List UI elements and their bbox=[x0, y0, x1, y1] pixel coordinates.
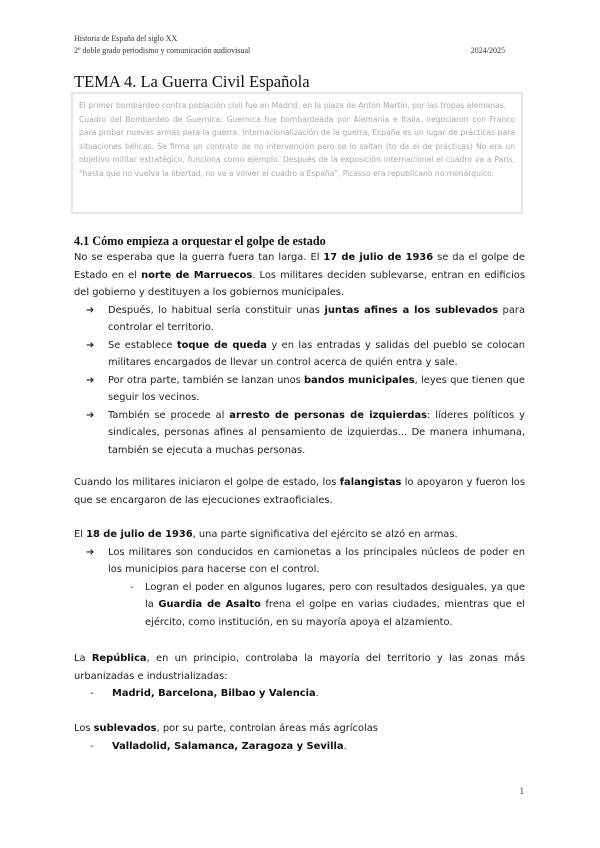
july18-block bbox=[74, 526, 525, 631]
list-item: ➔ Después, lo habitual sería constituir unas juntas afines a los sublevados para controlar el territorio. bbox=[74, 302, 525, 337]
dash-list bbox=[74, 685, 525, 703]
list-item: ➔ Por otra parte, también se lanzan unos bandos municipales, leyes que tienen que seguir los vecinos. bbox=[74, 372, 525, 407]
arrow-icon: ➔ bbox=[86, 374, 95, 386]
arrow-icon: ➔ bbox=[86, 546, 95, 558]
page-title: TEMA 4. La Guerra Civil Española bbox=[74, 72, 310, 91]
list-item: ➔ Los militares son conducidos en camionetas a los principales núcleos de poder en los municipios para hacerse con el control. bbox=[74, 544, 525, 579]
dash-icon: - bbox=[130, 581, 134, 593]
section-heading: 4.1 Cómo empieza a orquestar el golpe de estado bbox=[74, 234, 326, 248]
header-course-title: Historia de España del siglo XX bbox=[74, 34, 178, 43]
republica-block bbox=[74, 650, 525, 703]
sublevados-paragraph: Los sublevados, por su parte, controlan áreas más agrícolas bbox=[74, 723, 378, 734]
page-number: 1 bbox=[519, 786, 524, 796]
sub-list bbox=[74, 579, 525, 632]
falangistas-paragraph: Cuando los militares iniciaron el golpe de estado, los falangistas lo apoyaron y fueron los que se encargaron de las ejecuciones extraoficiales. bbox=[74, 477, 525, 506]
quote-paragraph: Cuadro del Bombardeo de Guernica: Guernica fue bombardeada por Alemania e Italia, negociaron con Franco para probar nuevas armas para la guerra. Internacionalización de la guerra, España es un lugar de prácticas para situaciones bélicas. Se firma un contrato de no intervención pero se lo saltan (to da el de prácticas) No era un objetivo militar estratégico, funciona como ejemplo. Después de la exposición internacional el cuadro va a París, "hasta que no vuelva la libertad, no va a volver el cuadro a España", Picasso era republicano no monárquico. bbox=[79, 114, 515, 178]
header-year: 2024/2025 bbox=[470, 46, 505, 55]
list-item: ➔ También se procede al arresto de personas de izquierdas: líderes políticos y sindicales, personas afines al pensamiento de izquierdas... De manera inhumana, también se ejecuta a muchas personas. bbox=[74, 407, 525, 460]
quote-paragraph: El primer bombardeo contra población civil fue en Madrid, en la plaza de Antón Martín, por las tropas alemanas. bbox=[79, 101, 507, 110]
intro-block bbox=[74, 249, 525, 459]
list-item: - Madrid, Barcelona, Bilbao y Valencia. bbox=[74, 685, 525, 703]
sublevados-block bbox=[74, 720, 525, 755]
list-item: - Logran el poder en algunos lugares, pero con resultados desiguales, ya que la Guardia de Asalto frena el golpe en varias ciudades, mientras que el ejército, como institución, en su mayoría apoya el alzamiento. bbox=[74, 579, 525, 632]
list-item: ➔ Se establece toque de queda y en las entradas y salidas del pueblo se colocan militares encargados de llevar un control acerca de quién entra y sale. bbox=[74, 337, 525, 372]
falangistas-block bbox=[74, 474, 525, 509]
arrow-icon: ➔ bbox=[86, 304, 95, 316]
arrow-list bbox=[74, 544, 525, 579]
arrow-icon: ➔ bbox=[86, 339, 95, 351]
republica-paragraph: La República, en un principio, controlaba la mayoría del territorio y las zonas más urbanizadas e industrializadas: bbox=[74, 653, 525, 682]
dash-icon: - bbox=[90, 740, 94, 752]
arrow-icon: ➔ bbox=[86, 409, 95, 421]
intro-paragraph: No se esperaba que la guerra fuera tan larga. El 17 de julio de 1936 se da el golpe de Estado en el norte de Marruecos. Los militares deciden sublevarse, entran en edificios del gobierno y destituyen a los gobiernos municipales. bbox=[74, 252, 525, 298]
july18-paragraph: El 18 de julio de 1936, una parte significativa del ejército se alzó en armas. bbox=[74, 529, 458, 540]
header-degree: 2º doble grado periodismo y comunicación audiovisual bbox=[74, 46, 251, 55]
arrow-list bbox=[74, 302, 525, 460]
dash-icon: - bbox=[90, 688, 94, 699]
quote-box bbox=[71, 92, 523, 214]
dash-list bbox=[74, 738, 525, 756]
list-item: - Valladolid, Salamanca, Zaragoza y Sevilla. bbox=[74, 738, 525, 756]
